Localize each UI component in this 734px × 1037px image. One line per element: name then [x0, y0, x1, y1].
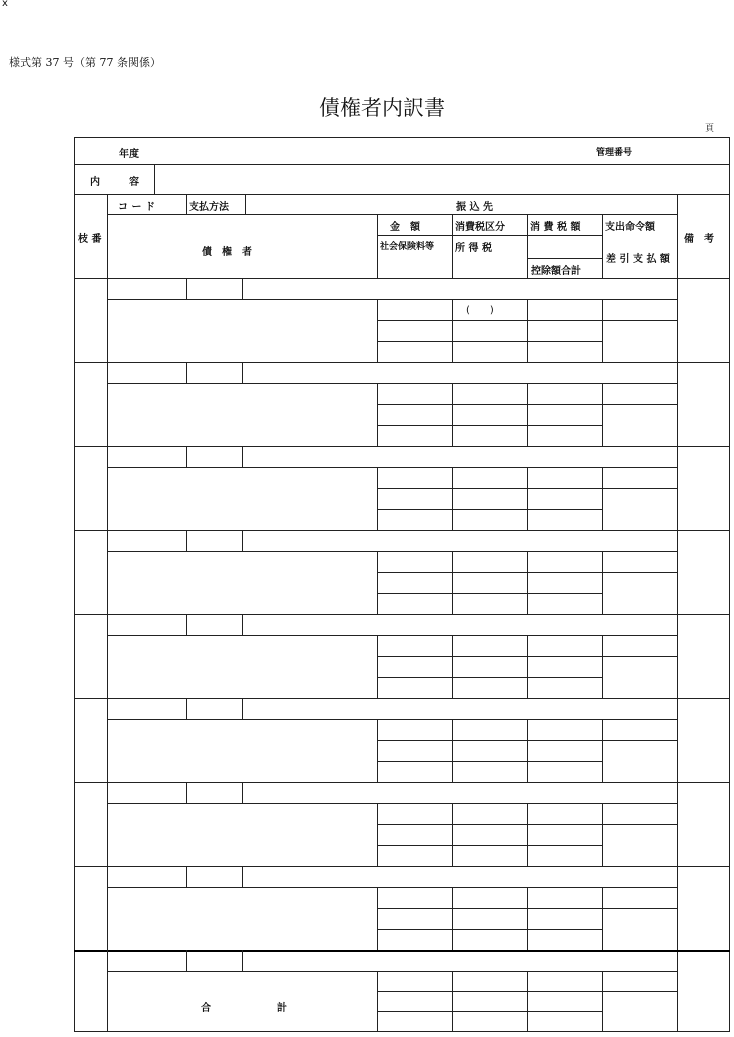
code-label: コ ー ド — [118, 202, 155, 213]
entry-block-amount-divider — [377, 887, 378, 950]
content-label-a: 内 — [90, 177, 100, 188]
entry-block-amount-divider — [602, 467, 603, 530]
entry-block-amount-divider — [452, 299, 453, 362]
entry-block-border — [74, 698, 730, 699]
entry-block-method-divider — [242, 362, 243, 383]
header-rule — [377, 235, 602, 236]
entry-block-amount-divider — [527, 299, 528, 362]
management-number-label: 管理番号 — [596, 148, 633, 158]
entry-block-branch-divider — [107, 866, 108, 950]
header-rule — [107, 194, 108, 278]
entry-block-method-divider — [242, 782, 243, 803]
entry-block-amount-row-line — [377, 845, 602, 846]
total-block-branch-divider — [107, 950, 108, 1031]
total-block-amount-row-line — [377, 991, 677, 992]
entry-block-amount-divider — [452, 383, 453, 446]
header-rule — [452, 214, 453, 278]
entry-block-code-row-line — [107, 383, 677, 384]
header-rule — [245, 194, 246, 214]
total-block-amount-divider — [527, 971, 528, 1031]
total-block-border — [74, 951, 730, 952]
entry-block-method-divider — [242, 278, 243, 299]
entry-block-amount-divider — [377, 719, 378, 782]
total-block-amount-divider — [452, 971, 453, 1031]
header-rule — [602, 214, 603, 278]
social-insurance-label: 社会保険料等 — [380, 242, 435, 252]
entry-block-amount-divider — [377, 467, 378, 530]
entry-block-border — [74, 362, 730, 363]
entry-block-amount-divider — [602, 551, 603, 614]
entry-block-amount-divider — [602, 887, 603, 950]
total-block-amount-divider — [377, 971, 378, 1031]
entry-block-code-row-line — [107, 467, 677, 468]
entry-block-amount-divider — [452, 467, 453, 530]
entry-block-amount-divider — [377, 803, 378, 866]
payment-order-amount-label: 支出命令額 — [605, 222, 655, 233]
entry-block-border — [74, 782, 730, 783]
entry-block-method-divider — [242, 866, 243, 887]
total-block-code-row-line — [107, 971, 677, 972]
entry-block-amount-divider — [602, 383, 603, 446]
entry-block-code-row-line — [107, 887, 677, 888]
entry-block-amount-divider — [377, 635, 378, 698]
entry-block-amount-row-line — [377, 320, 677, 321]
entry-block-amount-divider — [527, 887, 528, 950]
entry-block-amount-row-line — [377, 488, 677, 489]
entry-block-branch-divider — [107, 530, 108, 614]
entry-block-amount-divider — [527, 803, 528, 866]
entry-block-amount-row-line — [377, 404, 677, 405]
entry-block-amount-row-line — [377, 341, 602, 342]
total-block-amount-divider — [602, 971, 603, 1031]
form-border-bottom — [74, 1031, 730, 1032]
entry-block-amount-row-line — [377, 425, 602, 426]
corner-mark: x — [2, 0, 8, 9]
entry-block-border — [74, 446, 730, 447]
form-border-top — [74, 137, 730, 138]
entry-block-amount-divider — [452, 803, 453, 866]
form-border-right — [729, 137, 730, 1031]
income-tax-label: 所 得 税 — [455, 243, 492, 254]
entry-block-code-divider — [186, 446, 187, 467]
header-rule — [74, 194, 730, 195]
deduction-total-label: 控除額合計 — [531, 266, 581, 277]
entry-block-code-divider — [186, 698, 187, 719]
entry-block-amount-row-line — [377, 593, 602, 594]
entry-block-amount-row-line — [377, 929, 602, 930]
fiscal-year-label: 年度 — [119, 149, 139, 160]
header-rule — [74, 164, 730, 165]
form-number: 様式第 37 号（第 77 条関係） — [9, 56, 161, 69]
entry-block-code-divider — [186, 782, 187, 803]
entry-block-amount-divider — [602, 299, 603, 362]
entry-block-amount-divider — [452, 887, 453, 950]
header-rule — [677, 194, 678, 1031]
entry-block-code-row-line — [107, 635, 677, 636]
entry-block-code-row-line — [107, 719, 677, 720]
entry-block-code-divider — [186, 614, 187, 635]
entry-block-amount-row-line — [377, 509, 602, 510]
entry-block-amount-row-line — [377, 761, 602, 762]
entry-block-code-row-line — [107, 551, 677, 552]
entry-block-amount-divider — [452, 719, 453, 782]
header-rule — [377, 214, 378, 278]
entry-block-amount-row-line — [377, 677, 602, 678]
entry-block-method-divider — [242, 614, 243, 635]
entry-block-amount-divider — [602, 803, 603, 866]
header-rule — [527, 258, 602, 259]
entry-block-amount-divider — [602, 635, 603, 698]
entry-block-amount-row-line — [377, 572, 677, 573]
entry-block-amount-divider — [377, 383, 378, 446]
total-block-method-divider — [242, 950, 243, 971]
page-label: 頁 — [705, 124, 715, 134]
entry-block-branch-divider — [107, 362, 108, 446]
form-border-left — [74, 137, 75, 1031]
entry-block-branch-divider — [107, 446, 108, 530]
entry-block-code-row-line — [107, 803, 677, 804]
entry-block-code-row-line — [107, 299, 677, 300]
document-title: 債権者内訳書 — [319, 96, 445, 120]
entry-block-branch-divider — [107, 278, 108, 362]
entry-block-amount-divider — [527, 383, 528, 446]
entry-block-amount-divider — [527, 719, 528, 782]
header-rule — [527, 214, 528, 278]
entry-block-code-divider — [186, 530, 187, 551]
entry-block-branch-divider — [107, 782, 108, 866]
total-block-amount-row-line — [377, 1011, 602, 1012]
total-label-b: 計 — [277, 1003, 287, 1014]
tax-category-label: 消費税区分 — [455, 222, 505, 233]
entry-block-amount-divider — [527, 467, 528, 530]
entry-block-branch-divider — [107, 614, 108, 698]
header-rule — [186, 194, 187, 214]
entry-block-code-divider — [186, 278, 187, 299]
total-block-code-divider — [186, 950, 187, 971]
entry-block-amount-divider — [527, 635, 528, 698]
entry-block-code-divider — [186, 362, 187, 383]
payment-method-label: 支払方法 — [189, 202, 229, 213]
entry-block-amount-divider — [452, 551, 453, 614]
entry-block-method-divider — [242, 530, 243, 551]
remarks-label: 備 考 — [684, 234, 714, 245]
entry-block-amount-row-line — [377, 740, 677, 741]
entry-block-border — [74, 614, 730, 615]
header-rule — [74, 278, 730, 279]
header-rule — [154, 164, 155, 194]
entry-block-border — [74, 866, 730, 867]
entry-block-amount-divider — [527, 551, 528, 614]
entry-block-amount-divider — [377, 299, 378, 362]
entry-block-branch-divider — [107, 698, 108, 782]
entry-block-method-divider — [242, 698, 243, 719]
consumption-tax-label: 消 費 税 額 — [530, 222, 581, 233]
entry-block-method-divider — [242, 446, 243, 467]
entry-block-amount-row-line — [377, 824, 677, 825]
entry-block-amount-divider — [452, 635, 453, 698]
entry-block-code-divider — [186, 866, 187, 887]
entry-block-amount-divider — [377, 551, 378, 614]
header-rule — [107, 214, 677, 215]
content-label-b: 容 — [129, 177, 139, 188]
entry-block-border — [74, 530, 730, 531]
branch-number-label: 枝 番 — [78, 234, 102, 245]
entry-block-amount-divider — [602, 719, 603, 782]
total-label-a: 合 — [201, 1003, 211, 1014]
entry-block-amount-row-line — [377, 908, 677, 909]
transfer-destination-label: 振 込 先 — [456, 202, 493, 213]
creditor-label: 債 権 者 — [202, 247, 252, 258]
amount-label: 金 額 — [390, 222, 420, 233]
net-payment-label: 差 引 支 払 額 — [606, 254, 670, 265]
entry-block-amount-row-line — [377, 656, 677, 657]
tax-category-placeholder: ( ) — [466, 305, 494, 316]
